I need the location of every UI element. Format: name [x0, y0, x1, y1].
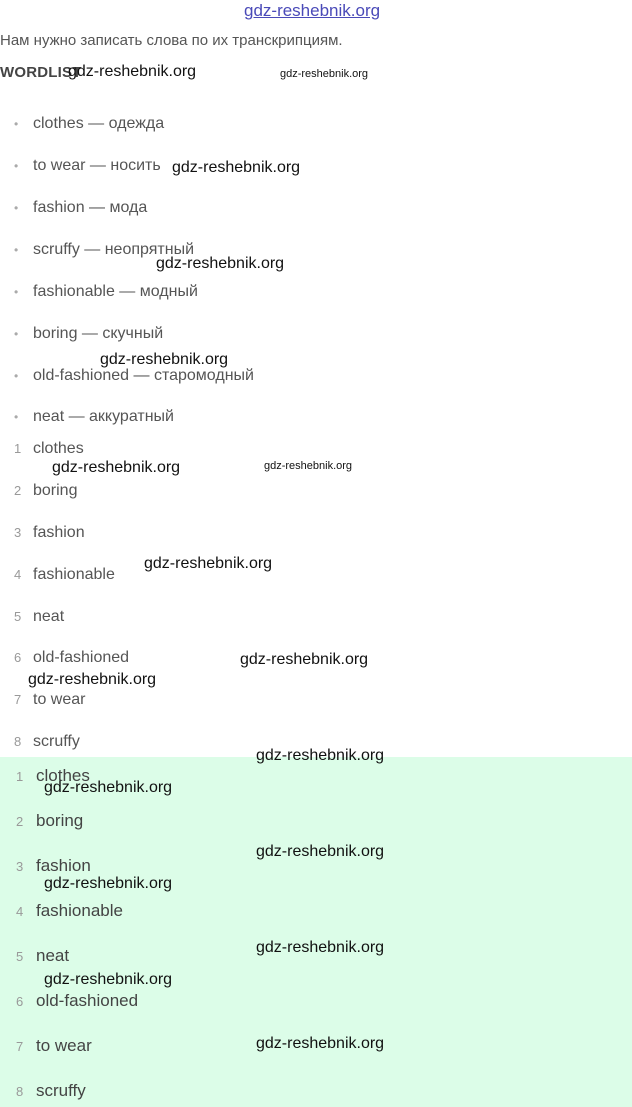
watermark: gdz-reshebnik.org: [144, 555, 273, 572]
task-item: 3 fashion: [14, 524, 85, 541]
bullet-icon: •: [14, 201, 19, 215]
answer-item: 2 boring: [16, 811, 84, 830]
bullet-icon: •: [14, 410, 19, 424]
bullet-icon: •: [14, 285, 19, 299]
answer-item: 6 old-fashioned: [16, 991, 139, 1010]
task-item: 6 old-fashioned: [14, 649, 130, 666]
bullet-icon: •: [14, 159, 19, 173]
watermark: gdz-reshebnik.org: [264, 460, 353, 472]
watermark: gdz-reshebnik.org: [256, 1035, 385, 1052]
watermark: gdz-reshebnik.org: [44, 779, 173, 796]
bullet-icon: •: [14, 243, 19, 257]
intro-text: Нам нужно записать слова по их транскрипциям.: [0, 32, 343, 49]
answer-item: 8 scruffy: [16, 1081, 86, 1100]
wordlist-item: • boring — скучный: [14, 325, 164, 342]
wordlist-item: • clothes — одежда: [14, 115, 165, 132]
task-item: 7 to wear: [14, 691, 86, 708]
wordlist-item: • neat — аккуратный: [14, 408, 174, 425]
wordlist-item: • old-fashioned — старомодный: [14, 367, 254, 384]
task-item: 4 fashionable: [14, 566, 115, 583]
watermark: gdz-reshebnik.org: [280, 68, 369, 80]
task-item: 5 neat: [14, 608, 65, 625]
bullet-icon: •: [14, 327, 19, 341]
watermark: gdz-reshebnik.org: [256, 939, 385, 956]
watermark: gdz-reshebnik.org: [156, 255, 285, 272]
watermark: gdz-reshebnik.org: [44, 971, 173, 988]
wordlist-item: • fashion — мода: [14, 199, 148, 216]
task-item: 1 clothes: [14, 440, 84, 457]
wordlist-item: • to wear — носить: [14, 157, 161, 174]
answer-item: 7 to wear: [16, 1036, 92, 1055]
wordlist-item: • scruffy — неопрятный: [14, 241, 194, 258]
bullet-icon: •: [14, 117, 19, 131]
watermark: gdz-reshebnik.org: [100, 351, 229, 368]
watermark: gdz-reshebnik.org: [256, 747, 385, 764]
answer-item: 5 neat: [16, 946, 70, 965]
watermark: gdz-reshebnik.org: [172, 159, 301, 176]
watermark: gdz-reshebnik.org: [256, 843, 385, 860]
task-item: 8 scruffy: [14, 733, 80, 750]
watermark: gdz-reshebnik.org: [68, 63, 197, 80]
watermark-link[interactable]: gdz-reshebnik.org: [244, 1, 381, 20]
answer-item: 3 fashion: [16, 856, 91, 875]
answer-item: 4 fashionable: [16, 901, 123, 920]
bullet-icon: •: [14, 369, 19, 383]
answer-panel: [0, 757, 632, 1107]
watermark: gdz-reshebnik.org: [28, 671, 157, 688]
wordlist-heading: WORDLIST: [0, 64, 82, 81]
answer-item: 1 clothes: [16, 766, 90, 785]
watermark: gdz-reshebnik.org: [240, 651, 369, 668]
task-item: 2 boring: [14, 482, 78, 499]
wordlist-item: • fashionable — модный: [14, 283, 198, 300]
watermark: gdz-reshebnik.org: [52, 459, 181, 476]
watermark: gdz-reshebnik.org: [44, 875, 173, 892]
